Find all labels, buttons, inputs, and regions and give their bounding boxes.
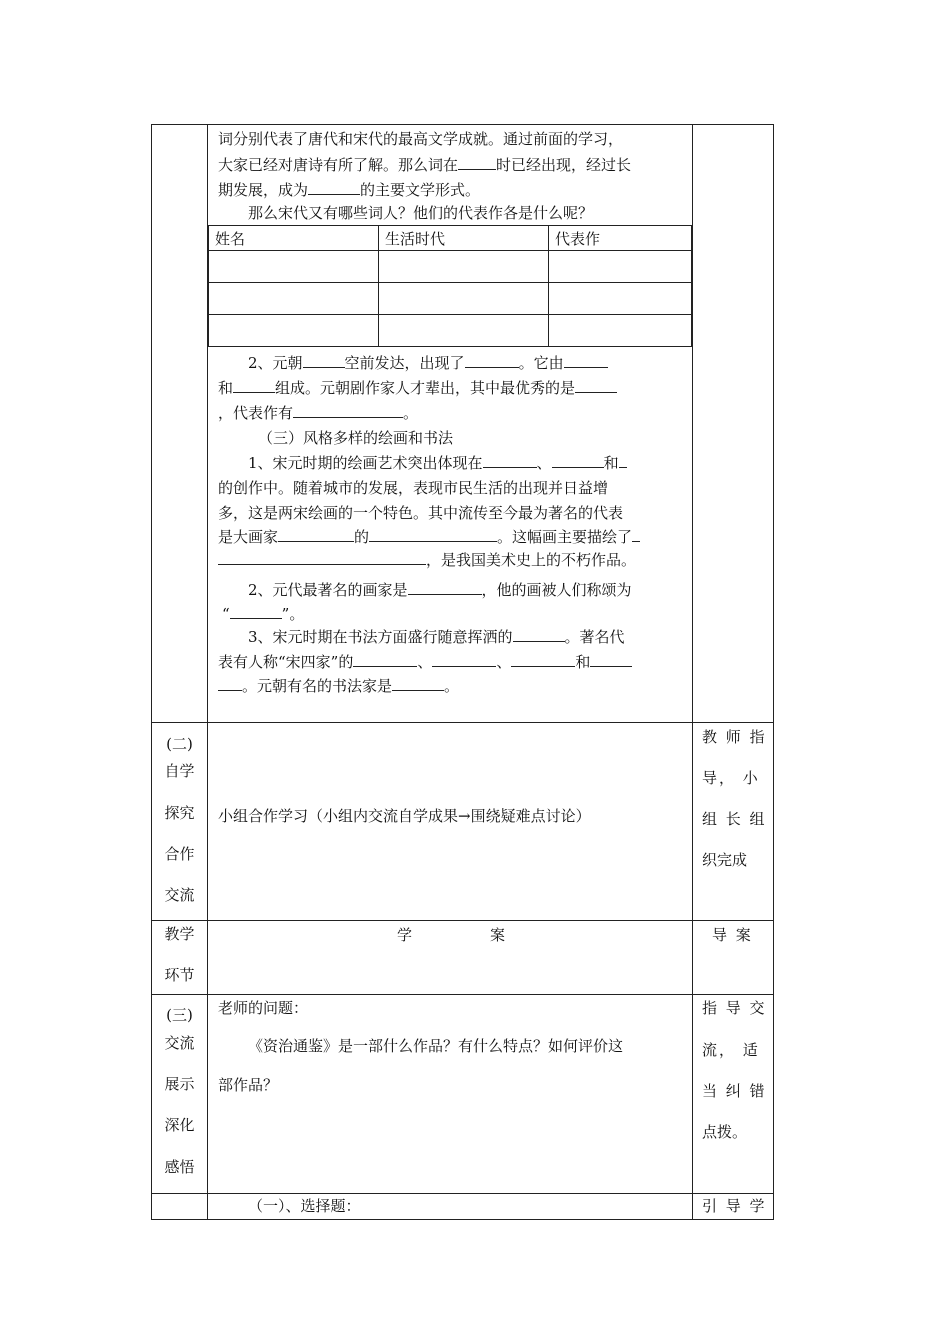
row2-guide-line-3: 组 长 组 (702, 810, 767, 828)
row2-guide-line-1: 教 师 指 (702, 728, 767, 746)
section-heading-painting: （三）风格多样的绘画和书法 (258, 429, 454, 447)
table-row (209, 315, 692, 347)
table-cell[interactable] (549, 283, 692, 315)
calligraphy-line-3: 。元朝有名的书法家是 。 (218, 676, 459, 696)
row3-label-1: 教学 (164, 925, 195, 943)
table-row-line-1 (151, 722, 774, 723)
row2-label-4: 合作 (164, 845, 195, 863)
fill-blank[interactable] (218, 550, 426, 565)
yuan-line-1: 2、元朝 空前发达，出现了 。它由 (248, 353, 608, 373)
table-row (209, 251, 692, 283)
table-cell[interactable] (549, 251, 692, 283)
fill-blank[interactable] (353, 652, 417, 667)
row4-guide-line-3: 当 纠 错 (702, 1082, 767, 1100)
xuean-heading-a: 学 (397, 926, 413, 944)
yuan-painter-line-2: “ ”。 (222, 605, 305, 623)
row2-label-2: 自学 (164, 762, 195, 780)
fill-blank[interactable] (278, 527, 354, 542)
table-cell[interactable] (209, 283, 379, 315)
fill-blank[interactable] (369, 527, 497, 542)
table-border-right (773, 124, 774, 1220)
row2-guide-line-4: 织完成 (702, 851, 748, 869)
table-border-bottom (151, 1219, 774, 1220)
row4-label-2: 交流 (164, 1034, 195, 1052)
row2-guide-line-2: 导， 小 (702, 769, 760, 787)
yuan-line-3: ，代表作有 。 (218, 404, 419, 422)
row2-label-1: (二) (166, 735, 193, 753)
fill-blank[interactable] (432, 652, 496, 667)
fill-blank[interactable] (511, 652, 575, 667)
row4-label-1: (三) (166, 1006, 193, 1024)
teacher-question-label: 老师的问题： (218, 999, 309, 1017)
fill-blank[interactable] (458, 155, 496, 170)
poets-table (208, 225, 692, 347)
table-row-line-3 (151, 994, 774, 995)
fill-blank[interactable] (408, 580, 482, 595)
table-cell[interactable] (209, 251, 379, 283)
row4-label-4: 深化 (164, 1116, 195, 1134)
fill-blank[interactable] (632, 527, 640, 542)
calligraphy-line-1: 3、宋元时期在书法方面盛行随意挥洒的 。著名代 (248, 628, 625, 646)
calligraphy-line-2: 表有人称“宋四家”的 、 、 和 (218, 652, 632, 672)
xuean-heading-b: 案 (490, 926, 506, 944)
fill-blank[interactable] (564, 353, 608, 368)
yuan-line-2: 和 组成。元朝剧作家人才辈出，其中最优秀的是 (218, 378, 617, 398)
header-works: 代表作 (549, 226, 692, 251)
para-line-2: 大家已经对唐诗有所了解。那么词在 时已经出现，经过长 (218, 156, 632, 174)
question-line: 那么宋代又有哪些词人？他们的代表作各是什么呢？ (248, 204, 594, 222)
fill-blank[interactable] (465, 353, 519, 368)
header-era: 生活时代 (379, 226, 549, 251)
fill-blank[interactable] (552, 453, 604, 468)
row5-guide-line-1: 引 导 学 (702, 1197, 767, 1215)
fill-blank[interactable] (590, 652, 632, 667)
paint-line-4: 是大画家 的 。这幅画主要描绘了 (218, 527, 640, 547)
paint-line-3: 多，这是两宋绘画的一个特色。其中流传至今最为著名的代表 (218, 504, 624, 522)
fill-blank[interactable] (303, 353, 345, 368)
teacher-question-line-2: 部作品？ (218, 1076, 279, 1094)
row4-label-3: 展示 (164, 1075, 195, 1093)
para-line-3: 期发展，成为 的主要文学形式。 (218, 181, 481, 199)
row3-label-2: 环节 (164, 966, 195, 984)
fill-blank[interactable] (392, 676, 444, 691)
fill-blank[interactable] (619, 453, 627, 468)
table-border-top (151, 124, 774, 125)
header-name: 姓名 (209, 226, 379, 251)
fill-blank[interactable] (233, 378, 275, 393)
para-line-1: 词分别代表了唐代和宋代的最高文学成就。通过前面的学习， (218, 130, 624, 148)
fill-blank[interactable] (308, 180, 360, 195)
table-divider-2 (692, 124, 693, 1220)
paint-line-1: 1、宋元时期的绘画艺术突出体现在 、 和 (248, 453, 627, 473)
table-cell[interactable] (379, 315, 549, 347)
table-cell[interactable] (379, 251, 549, 283)
fill-blank[interactable] (483, 453, 537, 468)
choice-question-heading: （一）、选择题： (248, 1197, 361, 1215)
table-header-row (209, 226, 692, 251)
group-study-text: 小组合作学习（小组内交流自学成果→围绕疑难点讨论） (218, 807, 591, 825)
table-cell[interactable] (549, 315, 692, 347)
paint-line-2: 的创作中。随着城市的发展，表现市民生活的出现并日益增 (218, 479, 609, 497)
table-row-line-4 (151, 1193, 774, 1194)
row4-guide-line-2: 流， 适 (702, 1041, 760, 1059)
teacher-question-line-1: 《资治通鉴》是一部什么作品？有什么特点？如何评价这 (248, 1037, 624, 1055)
yuan-painter-line-1: 2、元代最著名的画家是 ，他的画被人们称颂为 (248, 581, 632, 599)
row4-guide-line-1: 指 导 交 (702, 999, 767, 1017)
row2-label-3: 探究 (164, 804, 195, 822)
row4-label-5: 感悟 (164, 1158, 195, 1176)
row2-label-5: 交流 (164, 886, 195, 904)
fill-blank[interactable] (230, 604, 282, 619)
daoan-heading: 导 案 (712, 926, 753, 944)
table-cell[interactable] (209, 315, 379, 347)
fill-blank[interactable] (513, 627, 565, 642)
table-row (209, 283, 692, 315)
table-cell[interactable] (379, 283, 549, 315)
row4-guide-line-4: 点拨。 (702, 1123, 748, 1141)
fill-blank[interactable] (218, 676, 242, 691)
table-row-line-2 (151, 920, 774, 921)
paint-line-5: ，是我国美术史上的不朽作品。 (218, 550, 636, 570)
fill-blank[interactable] (293, 403, 403, 418)
fill-blank[interactable] (575, 378, 617, 393)
